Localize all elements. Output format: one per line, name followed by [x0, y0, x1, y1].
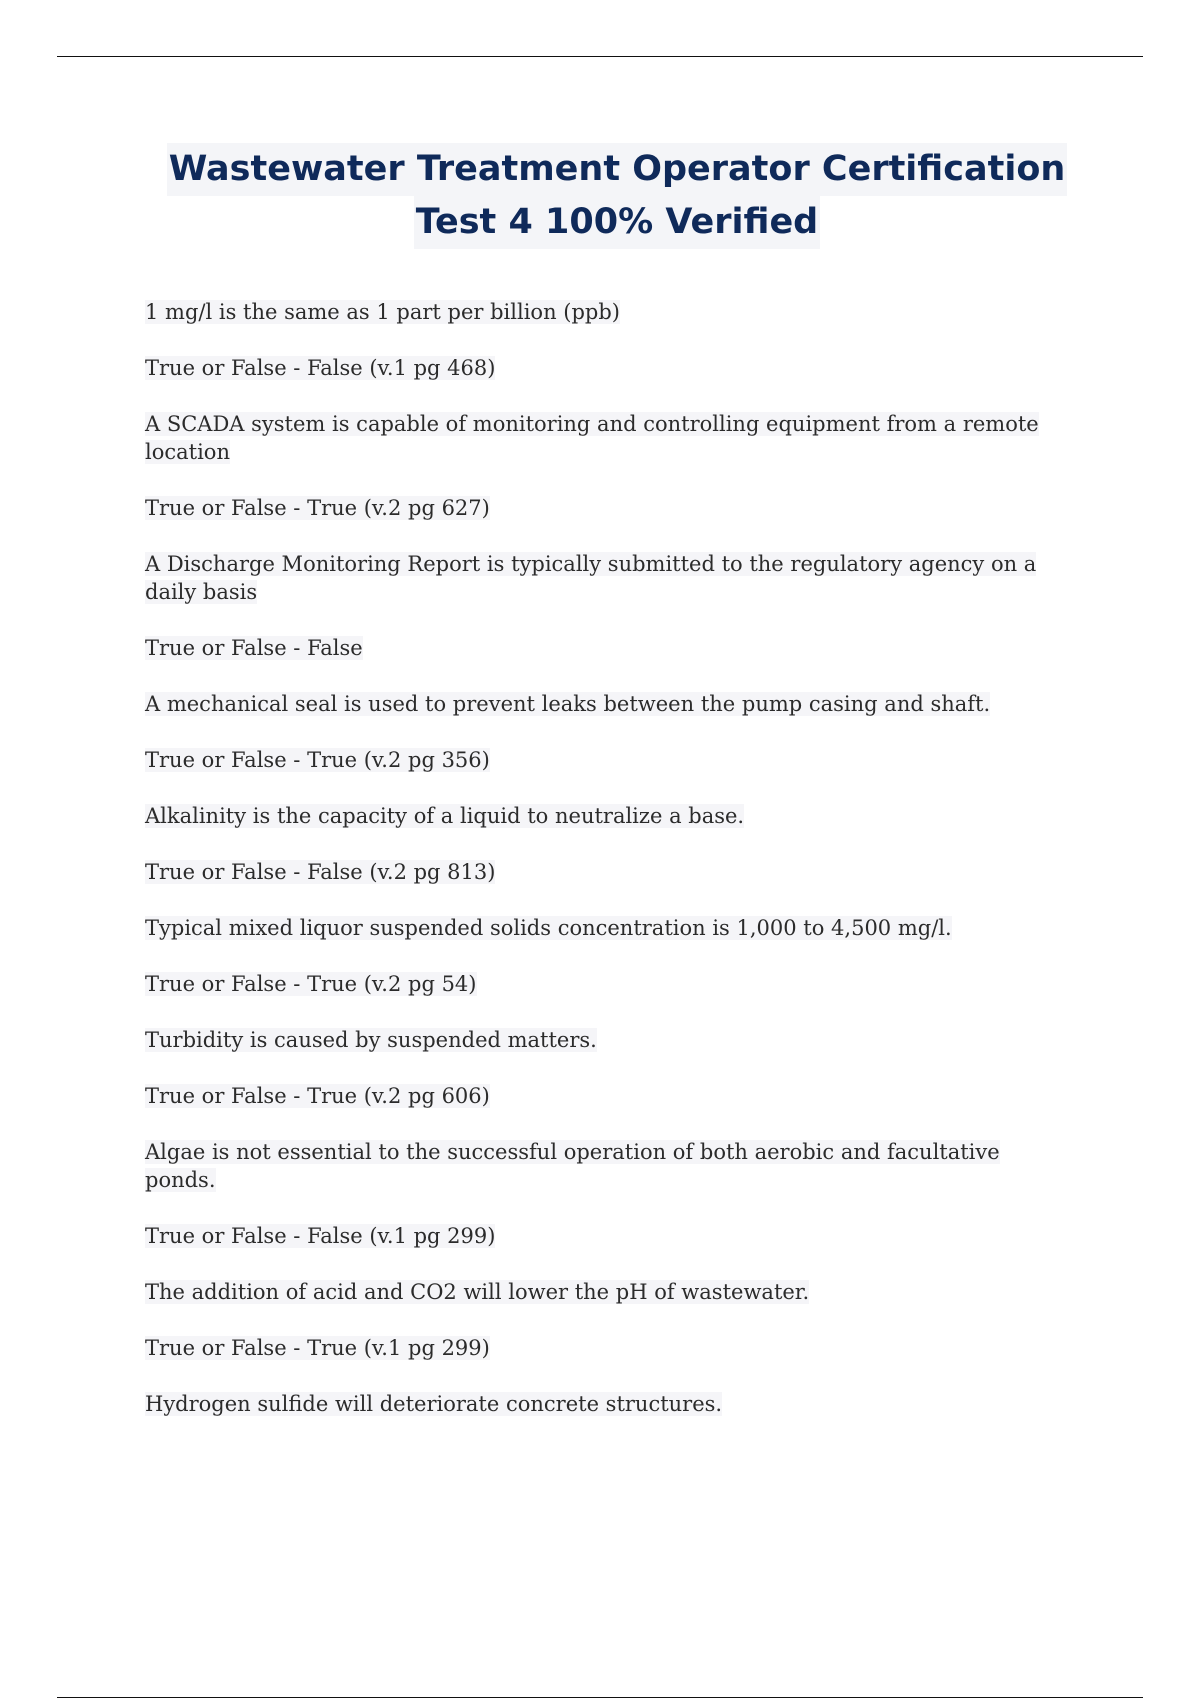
title-line-2: Test 4 100% Verified	[414, 196, 820, 249]
question: A SCADA system is capable of monitoring and controlling equipment from a remote location	[145, 412, 1039, 464]
question-answer-list	[145, 298, 1065, 1446]
document-title	[0, 143, 1200, 249]
answer: True or False - False (v.2 pg 813)	[145, 860, 496, 884]
question: 1 mg/l is the same as 1 part per billion (ppb)	[145, 300, 620, 324]
footer-rule	[57, 1697, 1143, 1698]
question: Hydrogen sulfide will deteriorate concrete structures.	[145, 1392, 723, 1416]
answer: True or False - False	[145, 636, 363, 660]
question: Alkalinity is the capacity of a liquid to neutralize a base.	[145, 804, 745, 828]
answer: True or False - False (v.1 pg 468)	[145, 356, 496, 380]
question: A Discharge Monitoring Report is typically submitted to the regulatory agency on a daily basis	[145, 552, 1037, 604]
answer: True or False - True (v.2 pg 54)	[145, 972, 477, 996]
answer: True or False - True (v.1 pg 299)	[145, 1336, 490, 1360]
title-line-1: Wastewater Treatment Operator Certification	[167, 143, 1068, 196]
question: The addition of acid and CO2 will lower the pH of wastewater.	[145, 1280, 810, 1304]
answer: True or False - True (v.2 pg 356)	[145, 748, 490, 772]
question: Turbidity is caused by suspended matters.	[145, 1028, 597, 1052]
question: Typical mixed liquor suspended solids concentration is 1,000 to 4,500 mg/l.	[145, 916, 952, 940]
question: A mechanical seal is used to prevent leaks between the pump casing and shaft.	[145, 692, 991, 716]
answer: True or False - False (v.1 pg 299)	[145, 1224, 496, 1248]
question: Algae is not essential to the successful operation of both aerobic and facultative ponds.	[145, 1140, 1000, 1192]
answer: True or False - True (v.2 pg 627)	[145, 496, 490, 520]
header-rule	[57, 56, 1143, 57]
answer: True or False - True (v.2 pg 606)	[145, 1084, 490, 1108]
